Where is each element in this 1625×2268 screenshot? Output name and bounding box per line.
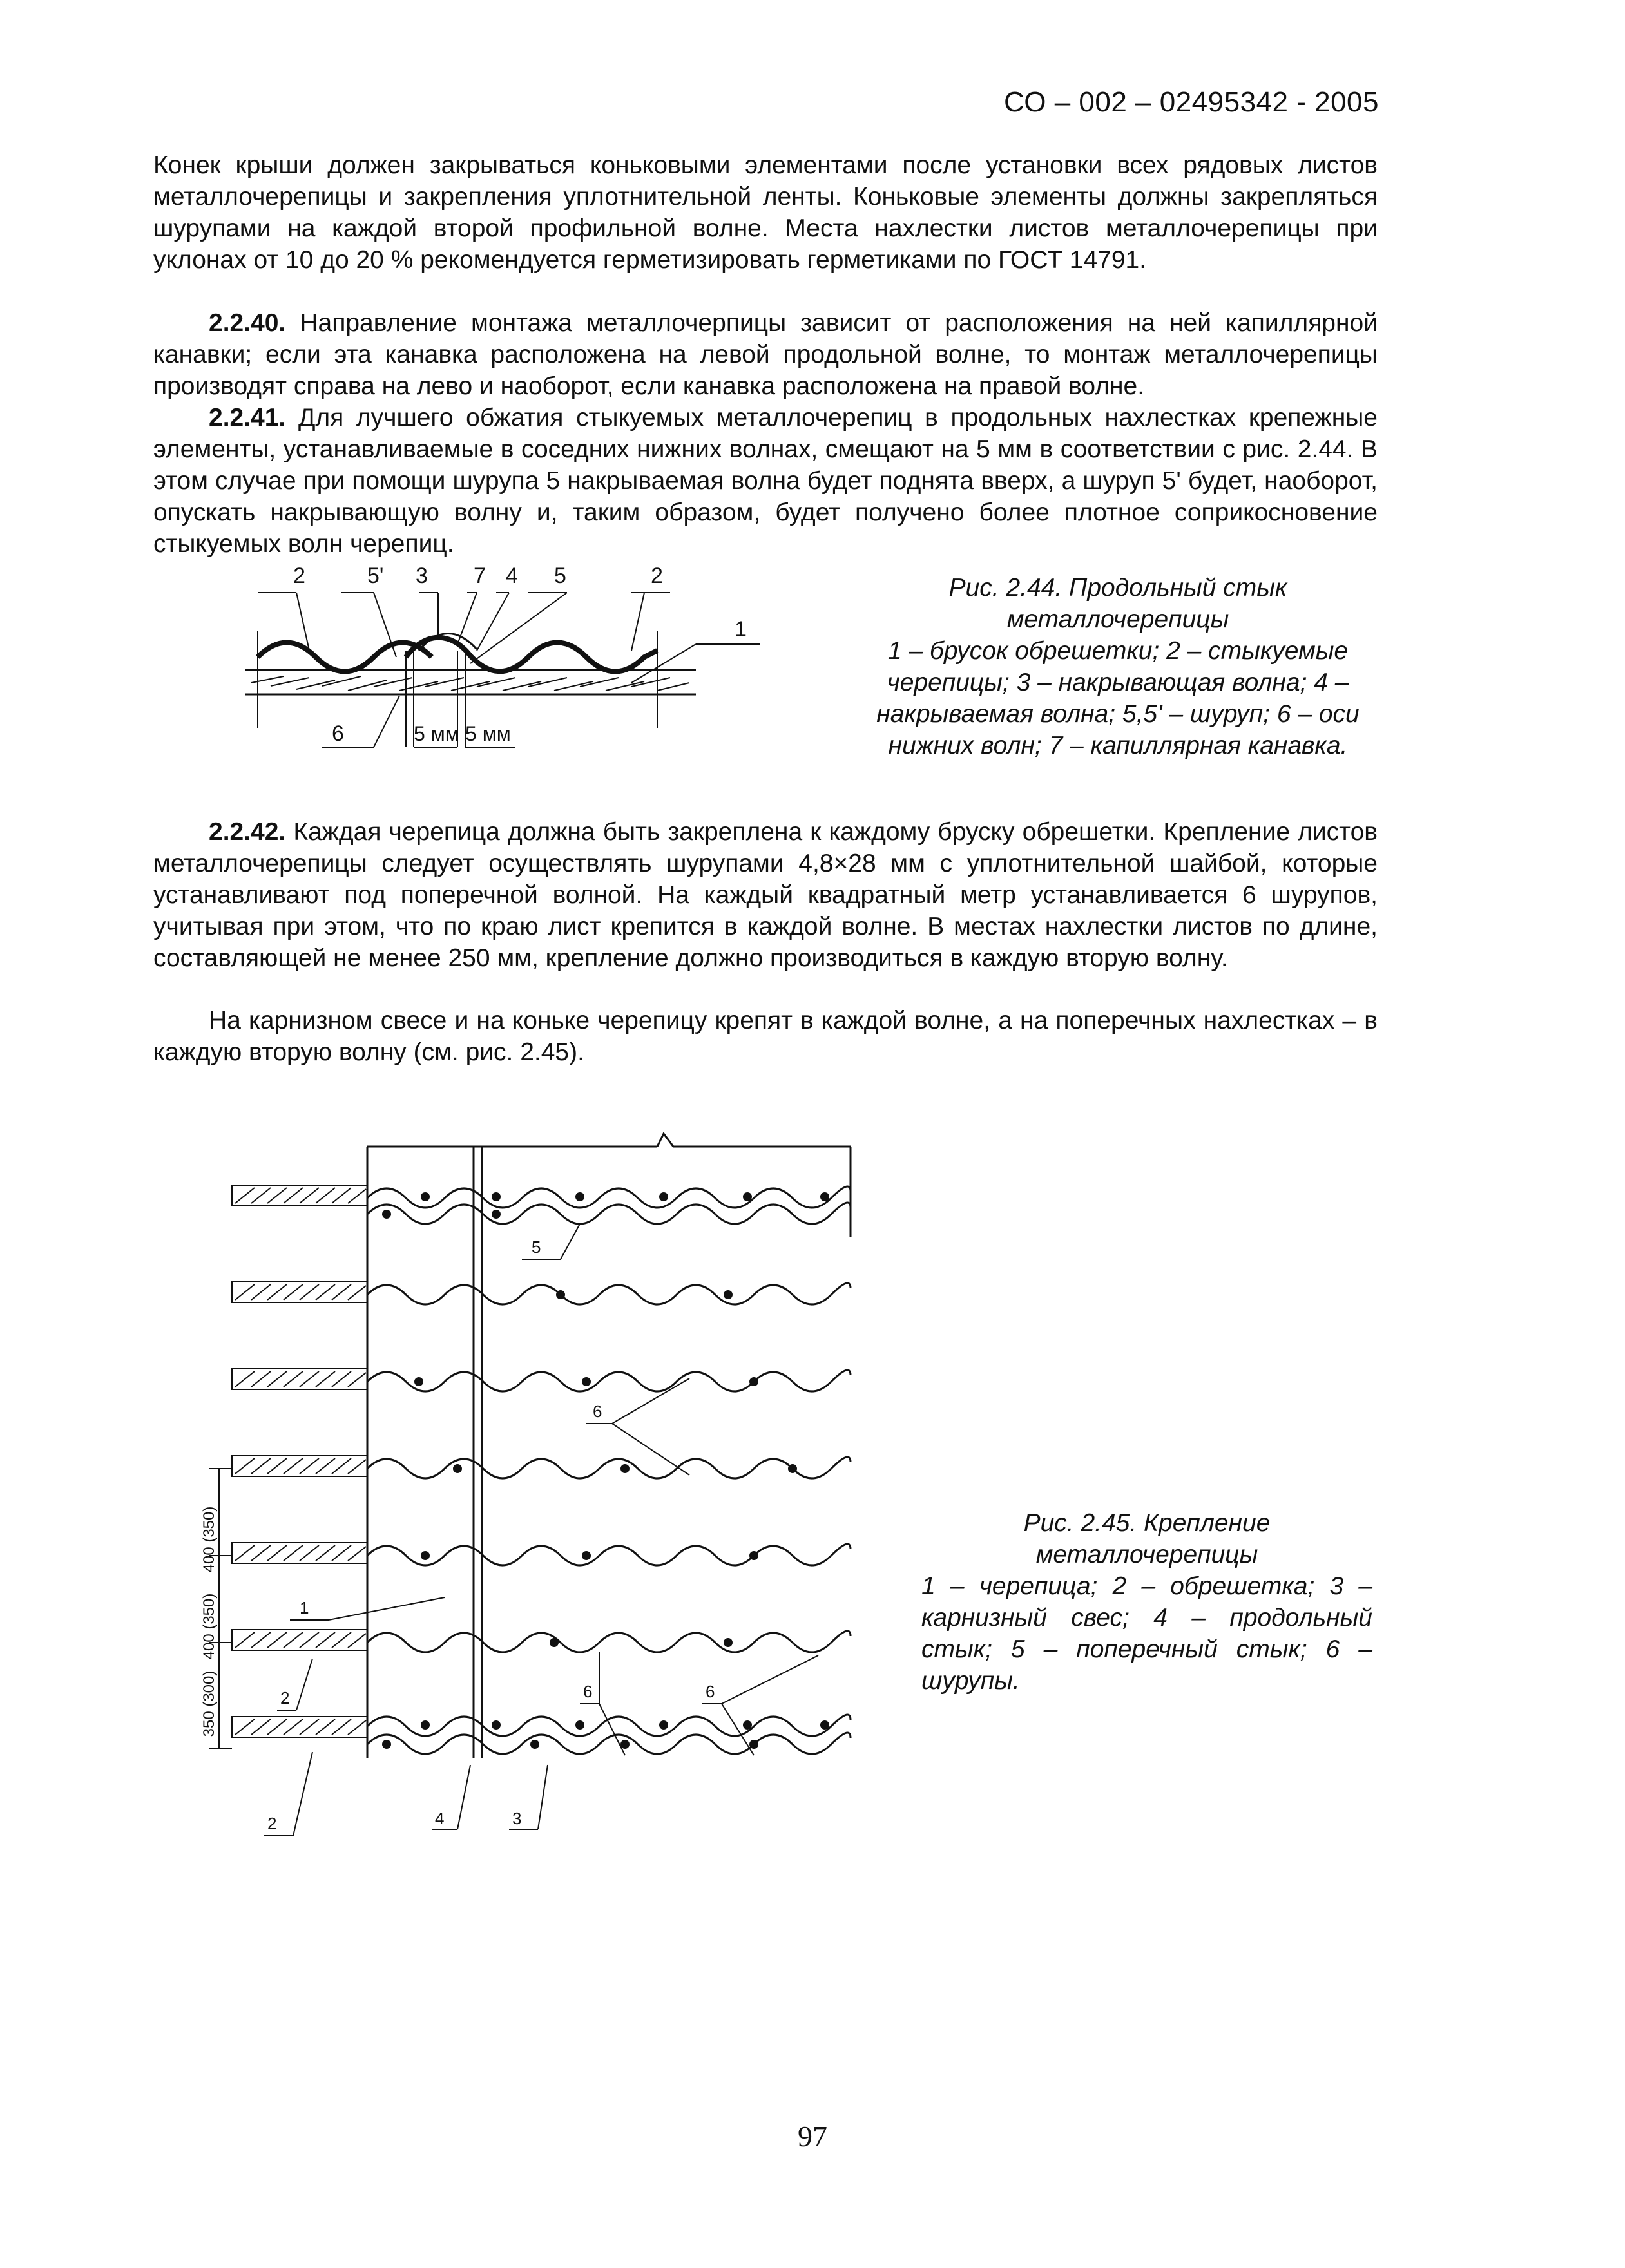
label-1: 1 [300,1598,309,1617]
label-6: 6 [593,1402,602,1421]
label-2: 2 [651,564,663,588]
paragraph-2-2-41 [153,402,1378,560]
label-2: 2 [267,1814,277,1833]
figure-2-44-caption [867,572,1369,761]
caption-legend: 1 – черепица; 2 – обрешетка; 3 – карнизный свес; 4 – продольный стык; 5 – поперечный стык; 6 – шурупы. [921,1572,1372,1695]
paragraph-ridge: Конек крыши должен закрываться коньковыми элементами после установки всех рядовых листов металлочерепицы и закрепления уплотнительной ленты. Коньковые элементы должны закрепляться шурупами на каждой второй профильной волне. Места нахлестки листов металлочерепицы при уклонах от 10 до 20 % рекомендуется герметизировать герметиками по ГОСТ 14791. [153,151,1378,274]
label-5: 5 [554,564,566,588]
clause-number: 2.2.40. [209,309,286,337]
dimension-5mm: 5 мм [465,722,511,745]
label-4: 4 [506,564,518,588]
document-code: СО – 002 – 02495342 - 2005 [1003,86,1379,118]
label-5-prime: 5' [367,564,384,588]
label-7: 7 [474,564,486,588]
figure-2-45-drawing [174,1121,889,1849]
paragraph-eaves: На карнизном свесе и на коньке черепицу крепят в каждой волне, а на поперечных нахлестках – в каждую вторую волну (см. рис. 2.45). [153,1007,1378,1066]
paragraph-2-2-42 [153,816,1378,974]
clause-text: Для лучшего обжатия стыкуемых металлочерепиц в продольных нахлестках крепежные элементы, устанавливаемые в соседних нижних волнах, смещают на 5 мм в соответствии с рис. 2.44. В этом случае при помощи шурупа 5 накрываемая волна будет поднята вверх, а шуруп 5' будет, наоборот, опускать накрывающую волну и, таким образом, будет получено более плотное соприкосновение стыкуемых волн черепиц. [153,404,1378,558]
dimension-label: 400 (350) [200,1593,218,1660]
label-6: 6 [332,721,344,746]
clause-text: Каждая черепица должна быть закреплена к каждому бруску обрешетки. Крепление листов металлочерепицы следует осуществлять шурупами 4,8×28 мм с уплотнительной шайбой, которые устанавливают под поперечной волной. На каждый квадратный метр устанавливается 6 шурупов, учитывая при этом, что по краю лист крепится в каждой волне. В местах нахлестки листов по длине, составляющей не менее 250 мм, крепление должно производиться в каждую вторую волну. [153,818,1378,972]
label-5: 5 [532,1237,541,1257]
label-6: 6 [706,1682,715,1701]
figure-2-45-caption [921,1507,1372,1697]
label-1: 1 [735,617,747,642]
figure-2-44-drawing [245,554,799,767]
label-2: 2 [293,564,305,588]
label-2: 2 [280,1688,290,1708]
caption-title: Рис. 2.45. Крепление металлочерепицы [1023,1509,1271,1568]
paragraph-2-2-40 [153,307,1378,402]
dimension-label: 350 (300) [200,1670,218,1737]
page-number: 97 [798,2120,827,2153]
dimension-label: 400 (350) [200,1506,218,1573]
caption-legend: 1 – брусок обрешетки; 2 – стыкуемые черепицы; 3 – накрывающая волна; 4 – накрываемая волна; 5,5' – шуруп; 6 – оси нижних волн; 7 – капиллярная канавка. [876,637,1360,759]
clause-text: Направление монтажа металлочерпицы зависит от расположения на ней капиллярной канавки; если эта канавка расположена на левой продольной волне, то монтаж металлочерепицы производят справа на лево и наоборот, если канавка расположена на правой волне. [153,309,1378,400]
clause-number: 2.2.41. [209,404,286,432]
label-3: 3 [416,564,428,588]
label-4: 4 [435,1809,445,1828]
label-6: 6 [583,1682,593,1701]
label-3: 3 [512,1809,522,1828]
caption-title: Рис. 2.44. Продольный стык металлочерепицы [948,574,1287,633]
clause-number: 2.2.42. [209,818,286,846]
dimension-5mm: 5 мм [414,722,459,745]
